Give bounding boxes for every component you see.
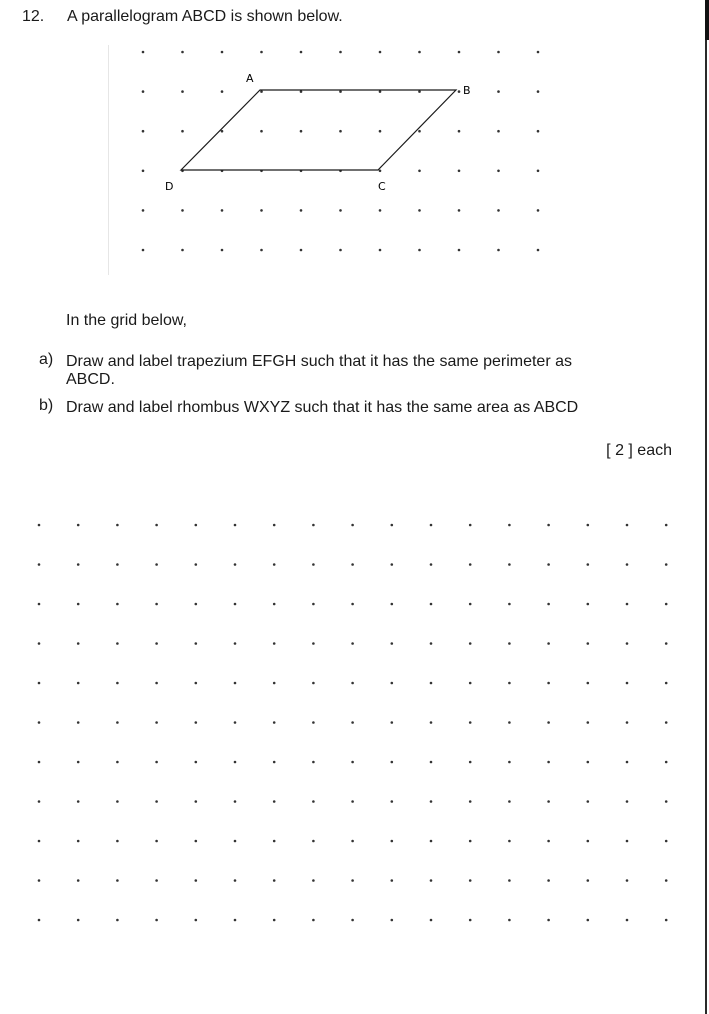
answer-grid-dot bbox=[312, 563, 315, 566]
vertex-label-b: B bbox=[463, 84, 471, 97]
answer-grid-dot bbox=[273, 603, 276, 606]
answer-grid-dot bbox=[38, 919, 41, 922]
answer-grid-dot bbox=[273, 721, 276, 724]
answer-grid-dot bbox=[77, 603, 80, 606]
answer-grid-dot bbox=[391, 800, 394, 803]
answer-dots bbox=[38, 524, 668, 922]
figure-grid-dot bbox=[418, 209, 421, 212]
answer-grid-dot bbox=[351, 642, 354, 645]
answer-grid-dot bbox=[312, 721, 315, 724]
answer-grid-dot bbox=[38, 563, 41, 566]
answer-grid-dot bbox=[116, 761, 119, 764]
figure-grid-dot bbox=[260, 130, 263, 133]
answer-grid-dot bbox=[155, 761, 158, 764]
answer-grid-dot bbox=[508, 840, 511, 843]
figure-grid-dot bbox=[260, 90, 263, 93]
figure-grid-dot bbox=[458, 130, 461, 133]
answer-grid-dot bbox=[469, 603, 472, 606]
figure-grid-dot bbox=[221, 90, 224, 93]
answer-grid-dot bbox=[469, 800, 472, 803]
answer-grid-dot bbox=[547, 840, 550, 843]
answer-grid-dot bbox=[234, 800, 237, 803]
answer-grid-dot bbox=[587, 563, 590, 566]
answer-grid-dot bbox=[587, 642, 590, 645]
parallelogram-figure bbox=[0, 0, 709, 300]
answer-grid-dot bbox=[626, 879, 629, 882]
answer-grid-dot bbox=[469, 721, 472, 724]
figure-grid-dot bbox=[379, 249, 382, 252]
figure-grid-dot bbox=[418, 170, 421, 173]
answer-grid-dot bbox=[430, 840, 433, 843]
answer-grid-dot bbox=[587, 879, 590, 882]
answer-grid-dot bbox=[77, 563, 80, 566]
answer-grid-dot bbox=[665, 524, 668, 527]
figure-grid-dot bbox=[260, 249, 263, 252]
answer-grid-dot bbox=[195, 721, 198, 724]
answer-grid-dot bbox=[469, 642, 472, 645]
answer-grid-dot bbox=[508, 682, 511, 685]
answer-grid-dot bbox=[195, 800, 198, 803]
answer-grid-dot bbox=[116, 800, 119, 803]
answer-grid-dot bbox=[195, 761, 198, 764]
answer-grid-dot bbox=[155, 879, 158, 882]
answer-grid-dot bbox=[77, 642, 80, 645]
answer-grid-dot bbox=[234, 840, 237, 843]
figure-grid-dot bbox=[537, 209, 540, 212]
answer-grid-dot bbox=[508, 603, 511, 606]
figure-grid-dot bbox=[379, 209, 382, 212]
answer-grid-dot bbox=[312, 840, 315, 843]
answer-grid-dot bbox=[38, 800, 41, 803]
answer-grid-dot bbox=[155, 642, 158, 645]
answer-grid-dot bbox=[234, 761, 237, 764]
answer-grid-dot bbox=[508, 563, 511, 566]
answer-grid-dot bbox=[430, 682, 433, 685]
answer-grid-dot bbox=[587, 524, 590, 527]
answer-grid-dot bbox=[38, 524, 41, 527]
figure-grid-dot bbox=[379, 170, 382, 173]
answer-grid-dot bbox=[391, 563, 394, 566]
answer-grid-dot bbox=[38, 603, 41, 606]
answer-grid-dot bbox=[273, 642, 276, 645]
part-a-line-1: Draw and label trapezium EFGH such that it has the same perimeter as bbox=[66, 353, 572, 370]
answer-grid-dot bbox=[38, 642, 41, 645]
scan-edge-top bbox=[705, 0, 709, 40]
answer-grid-dot bbox=[587, 682, 590, 685]
figure-grid-dot bbox=[300, 90, 303, 93]
answer-grid-dot bbox=[508, 879, 511, 882]
figure-grid-dot bbox=[339, 51, 342, 54]
figure-grid-dot bbox=[142, 209, 145, 212]
answer-grid-dot bbox=[391, 761, 394, 764]
answer-grid-dot bbox=[234, 563, 237, 566]
answer-grid-dot bbox=[508, 761, 511, 764]
answer-grid-dot bbox=[77, 800, 80, 803]
figure-grid-dot bbox=[181, 90, 184, 93]
answer-grid-dot bbox=[430, 524, 433, 527]
answer-grid-dot bbox=[587, 761, 590, 764]
figure-grid-dot bbox=[418, 51, 421, 54]
answer-grid-dot bbox=[391, 682, 394, 685]
figure-grid-dot bbox=[497, 249, 500, 252]
answer-grid-dot bbox=[665, 563, 668, 566]
figure-grid-dot bbox=[142, 90, 145, 93]
answer-grid-dot bbox=[547, 919, 550, 922]
answer-grid-dot bbox=[38, 761, 41, 764]
answer-grid-dot bbox=[195, 879, 198, 882]
answer-grid-dot bbox=[430, 879, 433, 882]
figure-grid-dot bbox=[497, 51, 500, 54]
answer-grid-dot bbox=[77, 761, 80, 764]
answer-grid-dot bbox=[626, 761, 629, 764]
answer-grid-dot bbox=[391, 879, 394, 882]
answer-grid-dot bbox=[273, 879, 276, 882]
answer-grid-dot bbox=[273, 563, 276, 566]
figure-grid-dot bbox=[497, 90, 500, 93]
figure-grid-dot bbox=[458, 170, 461, 173]
answer-grid-dot bbox=[626, 919, 629, 922]
answer-grid-dot bbox=[38, 721, 41, 724]
answer-grid-dot bbox=[391, 919, 394, 922]
answer-grid-dot bbox=[116, 840, 119, 843]
answer-grid-dot bbox=[665, 761, 668, 764]
answer-grid-dot bbox=[273, 682, 276, 685]
answer-grid-dot bbox=[665, 642, 668, 645]
answer-grid-dot bbox=[351, 761, 354, 764]
vertex-label-c: C bbox=[378, 180, 386, 193]
answer-grid-dot bbox=[312, 642, 315, 645]
answer-grid-dot bbox=[351, 524, 354, 527]
answer-grid-dot bbox=[665, 879, 668, 882]
answer-grid-dot bbox=[77, 721, 80, 724]
figure-grid-dot bbox=[537, 249, 540, 252]
figure-grid-dot bbox=[537, 90, 540, 93]
answer-grid-dot bbox=[155, 524, 158, 527]
answer-grid-dot bbox=[547, 721, 550, 724]
answer-grid-dot bbox=[587, 800, 590, 803]
answer-grid-dot bbox=[273, 800, 276, 803]
answer-grid-dot bbox=[508, 524, 511, 527]
answer-grid-dot bbox=[312, 800, 315, 803]
answer-grid-dot bbox=[626, 642, 629, 645]
answer-grid-dot bbox=[547, 682, 550, 685]
figure-grid-dot bbox=[142, 51, 145, 54]
answer-grid-dot bbox=[195, 919, 198, 922]
figure-grid-dot bbox=[379, 51, 382, 54]
answer-grid-dot bbox=[155, 563, 158, 566]
answer-grid-dot bbox=[469, 524, 472, 527]
figure-grid-dot bbox=[181, 51, 184, 54]
answer-grid-dot bbox=[234, 524, 237, 527]
part-b-text: Draw and label rhombus WXYZ such that it has the same area as ABCD bbox=[66, 399, 579, 416]
answer-grid-dot bbox=[351, 682, 354, 685]
answer-grid-dot bbox=[195, 603, 198, 606]
answer-grid-dot bbox=[155, 682, 158, 685]
answer-grid-dot bbox=[665, 682, 668, 685]
figure-grid-dot bbox=[458, 51, 461, 54]
answer-grid-dot bbox=[195, 840, 198, 843]
answer-grid-dot bbox=[391, 642, 394, 645]
answer-grid-dot bbox=[430, 603, 433, 606]
answer-grid-dot bbox=[116, 563, 119, 566]
answer-grid-dot bbox=[116, 603, 119, 606]
figure-grid-dot bbox=[221, 209, 224, 212]
figure-grid-dot bbox=[260, 209, 263, 212]
answer-grid-dot bbox=[38, 682, 41, 685]
answer-grid-dot bbox=[547, 800, 550, 803]
answer-grid-dot bbox=[116, 642, 119, 645]
answer-grid-dot bbox=[195, 642, 198, 645]
figure-grid-dot bbox=[339, 90, 342, 93]
answer-grid-dot bbox=[155, 840, 158, 843]
answer-grid-dot bbox=[312, 919, 315, 922]
answer-grid-dot bbox=[391, 840, 394, 843]
part-a-text bbox=[66, 353, 676, 389]
answer-grid-dot bbox=[469, 682, 472, 685]
answer-grid-dot bbox=[273, 840, 276, 843]
part-b-label: b) bbox=[39, 397, 54, 414]
vertex-label-d: D bbox=[165, 180, 174, 193]
figure-grid-dot bbox=[458, 90, 461, 93]
answer-grid-dot bbox=[547, 879, 550, 882]
answer-grid-dot bbox=[273, 919, 276, 922]
figure-grid-dot bbox=[300, 130, 303, 133]
answer-grid-dot bbox=[155, 919, 158, 922]
answer-grid-dot bbox=[626, 524, 629, 527]
answer-grid-dot bbox=[116, 524, 119, 527]
answer-grid-dot bbox=[391, 524, 394, 527]
answer-grid-dot bbox=[587, 919, 590, 922]
figure-grid-dot bbox=[300, 51, 303, 54]
answer-grid-dot bbox=[508, 642, 511, 645]
figure-grid-dot bbox=[418, 249, 421, 252]
answer-grid-dot bbox=[587, 721, 590, 724]
question-number: 12. bbox=[22, 8, 45, 25]
figure-grid-dot bbox=[339, 130, 342, 133]
figure-grid-dot bbox=[537, 170, 540, 173]
answer-grid-dot bbox=[430, 721, 433, 724]
answer-grid-dot bbox=[665, 800, 668, 803]
answer-grid-dot bbox=[234, 603, 237, 606]
answer-grid-dot bbox=[77, 879, 80, 882]
answer-grid-dot bbox=[665, 840, 668, 843]
answer-grid-dot bbox=[312, 761, 315, 764]
part-a-line-2: ABCD. bbox=[66, 371, 115, 388]
answer-grid-dot bbox=[626, 603, 629, 606]
figure-grid-dot bbox=[181, 209, 184, 212]
answer-grid-dot bbox=[626, 563, 629, 566]
answer-grid-dot bbox=[351, 879, 354, 882]
answer-grid-dot bbox=[155, 721, 158, 724]
figure-grid-dot bbox=[221, 130, 224, 133]
answer-grid-dot bbox=[665, 721, 668, 724]
figure-grid-dot bbox=[181, 130, 184, 133]
figure-grid-dot bbox=[339, 209, 342, 212]
answer-grid-dot bbox=[469, 919, 472, 922]
answer-grid-dot bbox=[626, 840, 629, 843]
figure-grid-dot bbox=[142, 130, 145, 133]
figure-grid-dot bbox=[379, 90, 382, 93]
answer-grid-dot bbox=[38, 840, 41, 843]
answer-grid-dot bbox=[430, 563, 433, 566]
answer-grid-dot bbox=[626, 682, 629, 685]
answer-grid-dot bbox=[587, 603, 590, 606]
answer-grid-dot bbox=[312, 603, 315, 606]
answer-grid-dot bbox=[469, 879, 472, 882]
answer-grid-dot bbox=[273, 761, 276, 764]
figure-grid-dot bbox=[497, 170, 500, 173]
answer-grid-dot bbox=[38, 879, 41, 882]
answer-grid-dot bbox=[547, 603, 550, 606]
answer-grid-dot bbox=[469, 563, 472, 566]
answer-grid-dot bbox=[508, 800, 511, 803]
figure-grid-dot bbox=[458, 249, 461, 252]
answer-grid-dot bbox=[351, 563, 354, 566]
answer-grid-dot bbox=[77, 840, 80, 843]
answer-grid-dot bbox=[665, 919, 668, 922]
figure-grid-dot bbox=[300, 249, 303, 252]
answer-grid-dot bbox=[195, 682, 198, 685]
part-a-label: a) bbox=[39, 351, 54, 368]
answer-grid-dot bbox=[195, 563, 198, 566]
answer-grid-dot bbox=[626, 721, 629, 724]
answer-grid-dot bbox=[234, 682, 237, 685]
scan-edge bbox=[705, 0, 707, 1014]
answer-grid-dot bbox=[547, 761, 550, 764]
answer-grid-dot bbox=[430, 761, 433, 764]
answer-grid-dot bbox=[195, 524, 198, 527]
answer-grid-dot bbox=[77, 919, 80, 922]
question-intro: A parallelogram ABCD is shown below. bbox=[67, 8, 343, 25]
marks-label: [ 2 ] each bbox=[606, 442, 672, 459]
answer-grid-dot bbox=[351, 800, 354, 803]
figure-grid-dot bbox=[221, 249, 224, 252]
figure-grid-dot bbox=[458, 209, 461, 212]
figure-grid-dot bbox=[300, 209, 303, 212]
answer-grid-dot bbox=[508, 919, 511, 922]
figure-grid-dot bbox=[339, 249, 342, 252]
figure-grid-dot bbox=[497, 130, 500, 133]
answer-grid-dot bbox=[665, 603, 668, 606]
answer-grid-dot bbox=[116, 919, 119, 922]
answer-grid-dot bbox=[469, 761, 472, 764]
answer-grid-dot bbox=[312, 879, 315, 882]
figure-grid-dot bbox=[221, 51, 224, 54]
answer-grid-dot bbox=[351, 721, 354, 724]
figure-grid-dot bbox=[537, 51, 540, 54]
answer-grid-dot bbox=[155, 800, 158, 803]
answer-grid-dot bbox=[234, 919, 237, 922]
instruction-text: In the grid below, bbox=[66, 312, 187, 329]
answer-grid-dot bbox=[116, 682, 119, 685]
answer-grid-dot bbox=[351, 919, 354, 922]
answer-grid-dot bbox=[116, 879, 119, 882]
figure-grid-dot bbox=[379, 130, 382, 133]
answer-grid-dot bbox=[391, 721, 394, 724]
answer-grid-dot bbox=[587, 840, 590, 843]
figure-grid-dot bbox=[181, 249, 184, 252]
figure-grid-dot bbox=[142, 249, 145, 252]
answer-grid-dot bbox=[547, 642, 550, 645]
answer-grid-dot bbox=[234, 721, 237, 724]
answer-grid-dot bbox=[77, 524, 80, 527]
answer-grid-dot bbox=[155, 603, 158, 606]
answer-grid-dot bbox=[469, 840, 472, 843]
figure-grid-dot bbox=[418, 130, 421, 133]
answer-grid-dot bbox=[234, 642, 237, 645]
answer-grid-dot bbox=[116, 721, 119, 724]
answer-grid-dot bbox=[430, 642, 433, 645]
answer-grid-dot bbox=[312, 524, 315, 527]
answer-grid-dot bbox=[273, 524, 276, 527]
answer-grid-dot bbox=[430, 800, 433, 803]
answer-grid-dot bbox=[234, 879, 237, 882]
figure-grid-dot bbox=[260, 51, 263, 54]
figure-dot-grid bbox=[142, 51, 540, 252]
figure-grid-dot bbox=[418, 90, 421, 93]
answer-grid-dot bbox=[508, 721, 511, 724]
vertex-label-a: A bbox=[246, 72, 254, 85]
answer-grid-dot bbox=[351, 603, 354, 606]
answer-grid-dot bbox=[547, 563, 550, 566]
answer-grid-dot bbox=[547, 524, 550, 527]
answer-grid-dot bbox=[626, 800, 629, 803]
figure-grid-dot bbox=[142, 170, 145, 173]
figure-grid-dot bbox=[497, 209, 500, 212]
answer-grid-dot bbox=[430, 919, 433, 922]
answer-grid-dot bbox=[312, 682, 315, 685]
answer-grid-dot bbox=[391, 603, 394, 606]
answer-grid-dot bbox=[77, 682, 80, 685]
answer-grid-dot bbox=[351, 840, 354, 843]
figure-grid-dot bbox=[537, 130, 540, 133]
